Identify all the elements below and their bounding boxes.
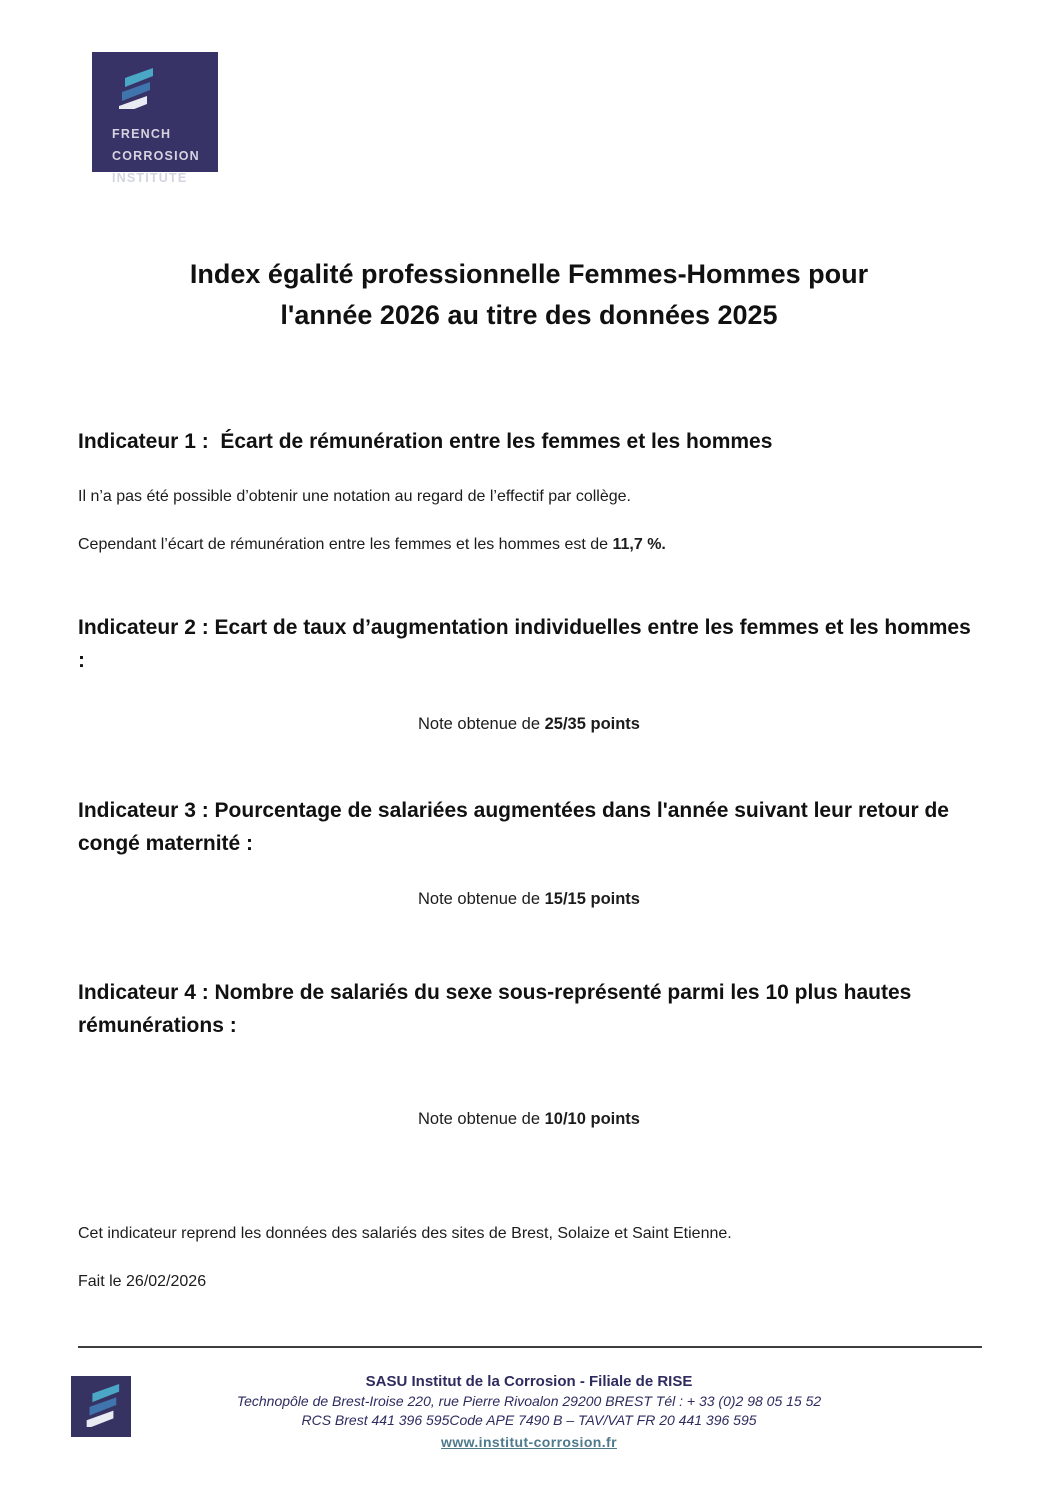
page-title-line-2: l'année 2026 au titre des données 2025 — [280, 300, 778, 330]
logo-stripes-icon — [112, 67, 218, 114]
logo-line-2: CORROSION — [112, 149, 200, 163]
indicator-1-paragraph-1: Il n’a pas été possible d’obtenir une notation au regard de l’effectif par collège. — [78, 488, 631, 505]
indicator-1-paragraph-2-text: Cependant l’écart de rémunération entre les femmes et les hommes est de — [78, 536, 613, 553]
indicator-4-note-text: Note obtenue de — [418, 1110, 545, 1128]
indicator-4-score: 10/10 points — [544, 1110, 640, 1128]
footer-logo — [71, 1376, 131, 1437]
indicator-2-note-text: Note obtenue de — [418, 715, 545, 733]
footer-logo-stripes-icon — [80, 1381, 122, 1432]
footer-website-link[interactable]: www.institut-corrosion.fr — [441, 1434, 617, 1450]
logo-line-3: INSTITUTE — [112, 171, 188, 185]
footer — [0, 1372, 1058, 1452]
page-title — [0, 254, 1058, 336]
document-body — [0, 425, 1058, 1293]
footer-divider — [78, 1346, 982, 1348]
indicator-1-paragraph-2 — [78, 534, 980, 556]
footer-company-name: SASU Institut de la Corrosion - Filiale de RISE — [365, 1373, 693, 1390]
indicator-3-note — [78, 890, 980, 909]
logo-wordmark — [112, 123, 218, 189]
indicator-2-score: 25/35 points — [544, 715, 640, 733]
footer-address: Technopôle de Brest-Iroise 220, rue Pierre Rivoalon 29200 BREST Tél : + 33 (0)2 98 05 15 52 — [236, 1393, 822, 1409]
indicator-2-heading: Indicateur 2 : Ecart de taux d’augmentation individuelles entre les femmes et les hommes : — [78, 616, 977, 672]
indicator-1-heading: Indicateur 1 : Écart de rémunération entre les femmes et les hommes — [78, 430, 773, 453]
company-logo — [92, 52, 218, 185]
indicator-3-note-text: Note obtenue de — [418, 890, 545, 908]
indicator-4-heading: Indicateur 4 : Nombre de salariés du sexe sous-représenté parmi les 10 plus hautes rémunérations : — [78, 981, 918, 1037]
indicator-3-score: 15/15 points — [544, 890, 640, 908]
page-title-line-1: Index égalité professionnelle Femmes-Hommes pour — [189, 259, 869, 289]
indicator-1-value: 11,7 %. — [612, 536, 666, 553]
footer-registration: RCS Brest 441 396 595Code APE 7490 B – TAV/VAT FR 20 441 396 595 — [301, 1412, 757, 1428]
indicator-2-note — [78, 715, 980, 734]
date-statement: Fait le 26/02/2026 — [78, 1273, 207, 1290]
logo-line-1: FRENCH — [112, 127, 172, 141]
indicator-3-heading: Indicateur 3 : Pourcentage de salariées augmentées dans l'année suivant leur retour de congé maternité : — [78, 799, 955, 855]
footer-text-block — [0, 1372, 1058, 1452]
indicator-4-note — [78, 1110, 980, 1129]
sites-statement: Cet indicateur reprend les données des salariés des sites de Brest, Solaize et Saint Etienne. — [78, 1225, 732, 1242]
